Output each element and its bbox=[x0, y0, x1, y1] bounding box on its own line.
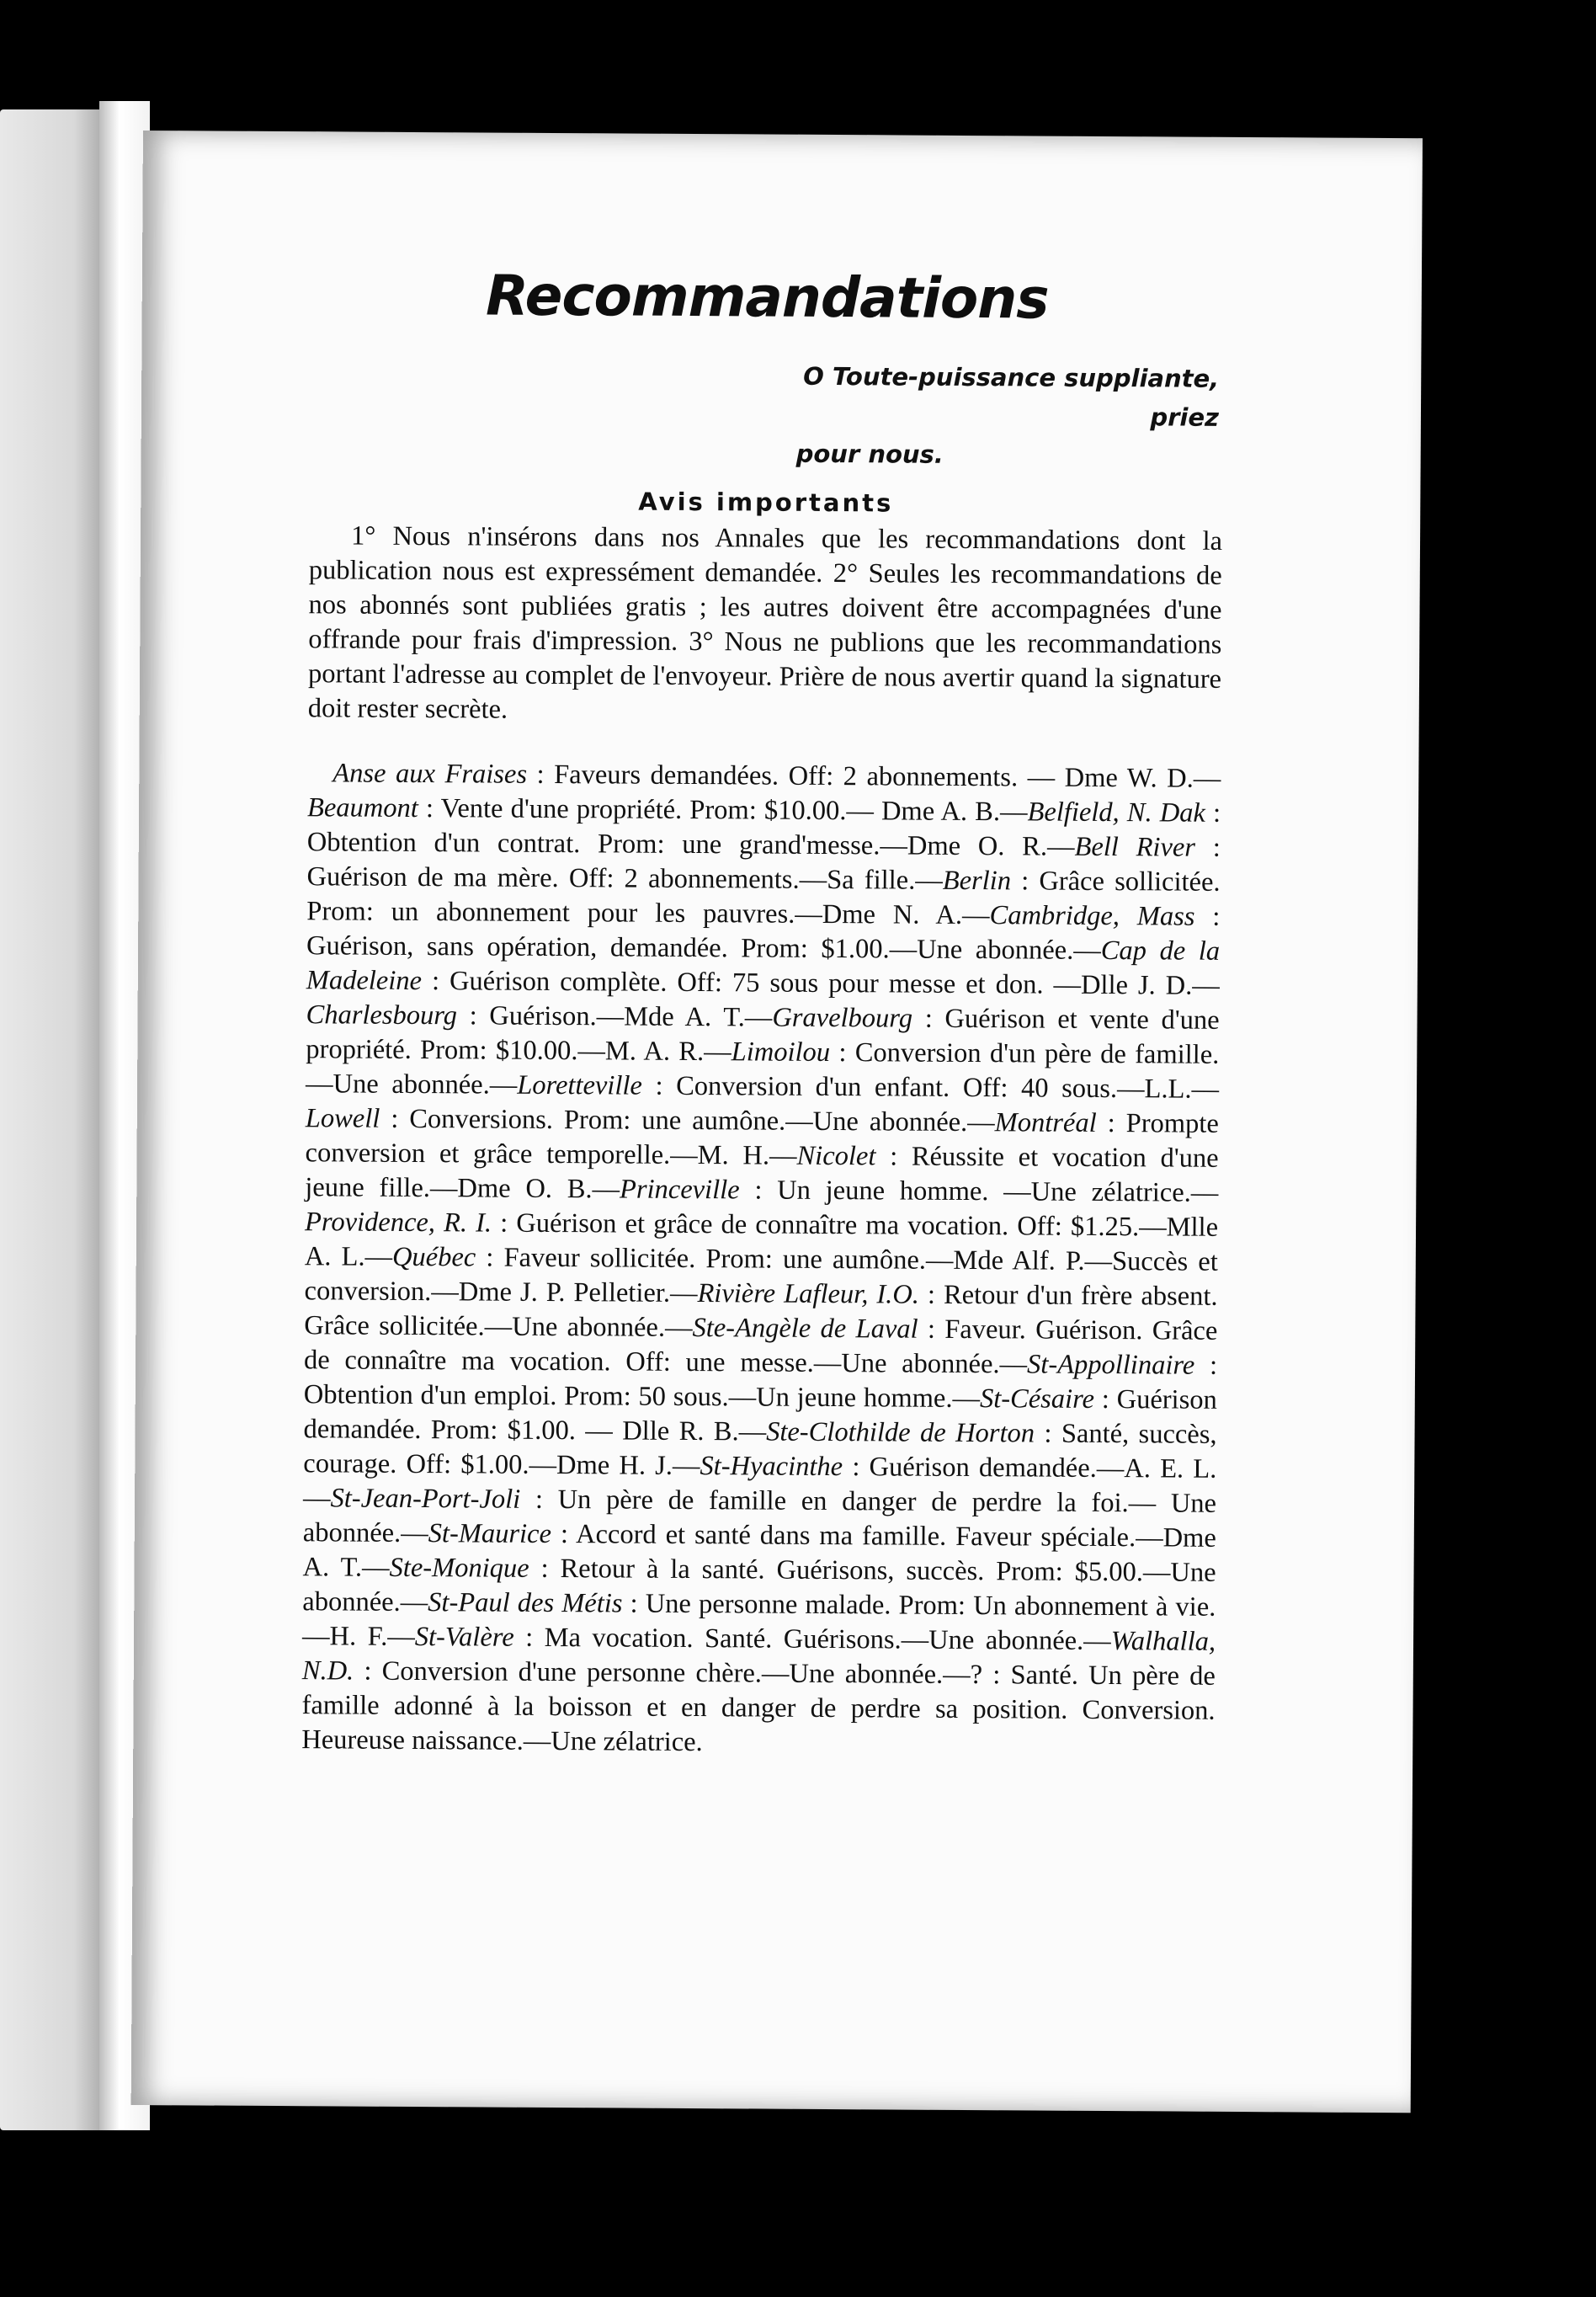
recommendation-text: : Faveur. Guérison. Grâce de connaître ma vocation. Off: une messe.—Une abonnée.— bbox=[303, 1314, 1218, 1380]
recommendation-text: : Guérison, sans opération, demandée. Prom: $1.00.—Une abonnée.— bbox=[306, 901, 1221, 966]
recommendation-place: St-Césaire bbox=[979, 1383, 1095, 1415]
invocation bbox=[747, 356, 1220, 475]
recommendation-place: Anse aux Fraises bbox=[332, 758, 528, 790]
recommendation-text: : Faveurs demandées. Off: 2 abonnements. — Dme W. D.— bbox=[526, 759, 1221, 794]
recommendation-entry bbox=[517, 1070, 1219, 1105]
invocation-line-2: pour nous. bbox=[795, 439, 944, 469]
recommendation-place: Lowell bbox=[305, 1103, 380, 1134]
recommendation-place: Montréal bbox=[994, 1107, 1097, 1138]
recommendation-place: Gravelbourg bbox=[772, 1002, 913, 1034]
recommendation-text: : Conversions. Prom: une aumône.—Une abonnée.— bbox=[380, 1103, 995, 1138]
recommendation-entry bbox=[306, 1103, 995, 1138]
invocation-line-1: O Toute-puissance suppliante, priez bbox=[803, 361, 1220, 432]
recommendation-place: St-Valère bbox=[414, 1622, 514, 1653]
recommendation-text: : Un jeune homme. —Une zélatrice.— bbox=[739, 1175, 1219, 1208]
scanned-page bbox=[131, 131, 1423, 2113]
recommendation-place: Ste-Monique bbox=[389, 1552, 529, 1584]
recommendation-text: : Conversion d'une personne chère.—Une abonnée.—? : Santé. Un père de famille adonné à la boisson et en danger de perdre sa position. Conversion. Heureuse naissance.—Une zélatrice. bbox=[301, 1655, 1216, 1758]
recommendation-text: : Guérison complète. Off: 75 sous pour messe et don. —Dlle J. D.— bbox=[421, 966, 1220, 1001]
recommendation-place: Nicolet bbox=[796, 1140, 876, 1172]
recommendation-text: : Santé, succès, courage. Off: $1.00.—Dme H. J.— bbox=[303, 1418, 1217, 1482]
recommendation-text: : Obtention d'un contrat. Prom: une grand'messe.—Dme O. R.— bbox=[306, 797, 1221, 862]
recommendation-text: : Ma vocation. Santé. Guérisons.—Une abonnée.— bbox=[513, 1622, 1111, 1657]
notice-heading: Avis importants bbox=[638, 487, 894, 518]
recommendation-place: Bell River bbox=[1074, 831, 1196, 863]
recommendation-place: Limoilou bbox=[731, 1037, 831, 1069]
recommendation-place: Cap de la Madeleine bbox=[306, 935, 1221, 997]
recommendation-entry bbox=[306, 999, 772, 1032]
recommendation-place: Ste-Clothilde de Horton bbox=[766, 1416, 1035, 1449]
recommendation-entry bbox=[620, 1174, 1218, 1207]
recommendation-place: Rivière Lafleur, I.O. bbox=[697, 1278, 920, 1310]
recommendation-entry bbox=[415, 1622, 1111, 1656]
recommendation-text: : Guérison de ma mère. Off: 2 abonnements.—Sa fille.— bbox=[306, 832, 1221, 896]
recommendation-place: Québec bbox=[391, 1241, 476, 1273]
recommendation-text: : Guérison et vente d'une propriété. Prom: $10.00.—M. A. R.— bbox=[306, 1003, 1220, 1068]
recommendation-text: : Prompte conversion et grâce temporelle.—M. H.— bbox=[305, 1107, 1219, 1171]
recommendation-text: : Conversion d'un enfant. Off: 40 sous.—L.L.— bbox=[641, 1070, 1220, 1105]
recommendation-place: Belfield, N. Dak bbox=[1027, 797, 1206, 829]
recommendation-place: Loretteville bbox=[517, 1069, 643, 1101]
recommendation-entry bbox=[332, 758, 1221, 793]
recommendation-text: : Retour à la santé. Guérisons, succès. Prom: $5.00.—Une abonnée.— bbox=[302, 1553, 1216, 1618]
recommendation-text: : Accord et santé dans ma famille. Faveur spéciale.—Dme A. T.— bbox=[302, 1518, 1216, 1583]
recommendation-place: St-Appollinaire bbox=[1026, 1349, 1195, 1381]
recommendation-text: : Conversion d'un père de famille.—Une abonnée.— bbox=[305, 1037, 1220, 1101]
recommendation-place: St-Paul des Métis bbox=[428, 1587, 623, 1619]
recommendation-text: : Réussite et vocation d'une jeune fille.—Dme O. B.— bbox=[305, 1141, 1219, 1205]
page-title: Recommandations bbox=[485, 263, 1049, 332]
recommendation-text: : Un père de famille en danger de perdre la foi.— Une abonnée.— bbox=[302, 1484, 1217, 1549]
recommendation-text: : Grâce sollicitée. Prom: un abonnement pour les pauvres.—Dme N. A.— bbox=[306, 866, 1221, 931]
notice-paragraph: 1° Nous n'insérons dans nos Annales que les recommandations dont la publication nous est expressément demandée. 2° Seules les recommandations de nos abonnés sont publiées gratis ; les autres doivent être accompagnées d'une offrande pour frais d'impression. 3° Nous ne publions que les recommandations portant l'adresse au complet de l'envoyeur. Prière de nous avertir quand la signature doit rester secrète. bbox=[307, 520, 1223, 725]
recommendations-paragraph bbox=[301, 756, 1221, 1763]
recommendation-place: Cambridge, Mass bbox=[989, 900, 1195, 932]
recommendation-place: Charlesbourg bbox=[306, 999, 458, 1031]
recommendation-place: Berlin bbox=[942, 865, 1012, 897]
recommendation-text: : Guérison demandée.—A. E. L. — bbox=[302, 1452, 1217, 1514]
recommendation-place: Ste-Angèle de Laval bbox=[692, 1313, 918, 1345]
recommendation-place: St-Maurice bbox=[428, 1518, 552, 1549]
recommendation-entry bbox=[307, 792, 1028, 827]
recommendation-text: : Vente d'une propriété. Prom: $10.00.— Dme A. B.— bbox=[418, 793, 1028, 828]
recommendation-place: Beaumont bbox=[306, 792, 418, 824]
page-content bbox=[301, 262, 1224, 1763]
recommendation-place: Princeville bbox=[619, 1174, 740, 1206]
recommendation-text: : Une personne malade. Prom: Un abonnement à vie.—H. F.— bbox=[301, 1588, 1216, 1653]
recommendation-place: Walhalla, N.D. bbox=[301, 1626, 1216, 1687]
recommendation-text: : Guérison demandée. Prom: $1.00. — Dlle R. B.— bbox=[303, 1383, 1217, 1447]
recommendation-place: St-Hyacinthe bbox=[700, 1451, 843, 1483]
recommendation-text: : Guérison et grâce de connaître ma vocation. Off: $1.25.—Mlle A. L.— bbox=[304, 1207, 1219, 1272]
recommendation-place: St-Jean-Port-Joli bbox=[330, 1483, 521, 1515]
recommendation-text: : Obtention d'un emploi. Prom: 50 sous.—Un jeune homme.— bbox=[303, 1350, 1218, 1415]
recommendation-text: : Retour d'un frère absent. Grâce sollicitée.—Une abonnée.— bbox=[304, 1279, 1218, 1344]
recommendation-text: : Guérison.—Mde A. T.— bbox=[456, 1000, 773, 1033]
recommendation-place: Providence, R. I. bbox=[304, 1207, 492, 1239]
recommendation-text: : Faveur sollicitée. Prom: une aumône.—Mde Alf. P.—Succès et conversion.—Dme J. P. Pelletier.— bbox=[304, 1242, 1218, 1309]
